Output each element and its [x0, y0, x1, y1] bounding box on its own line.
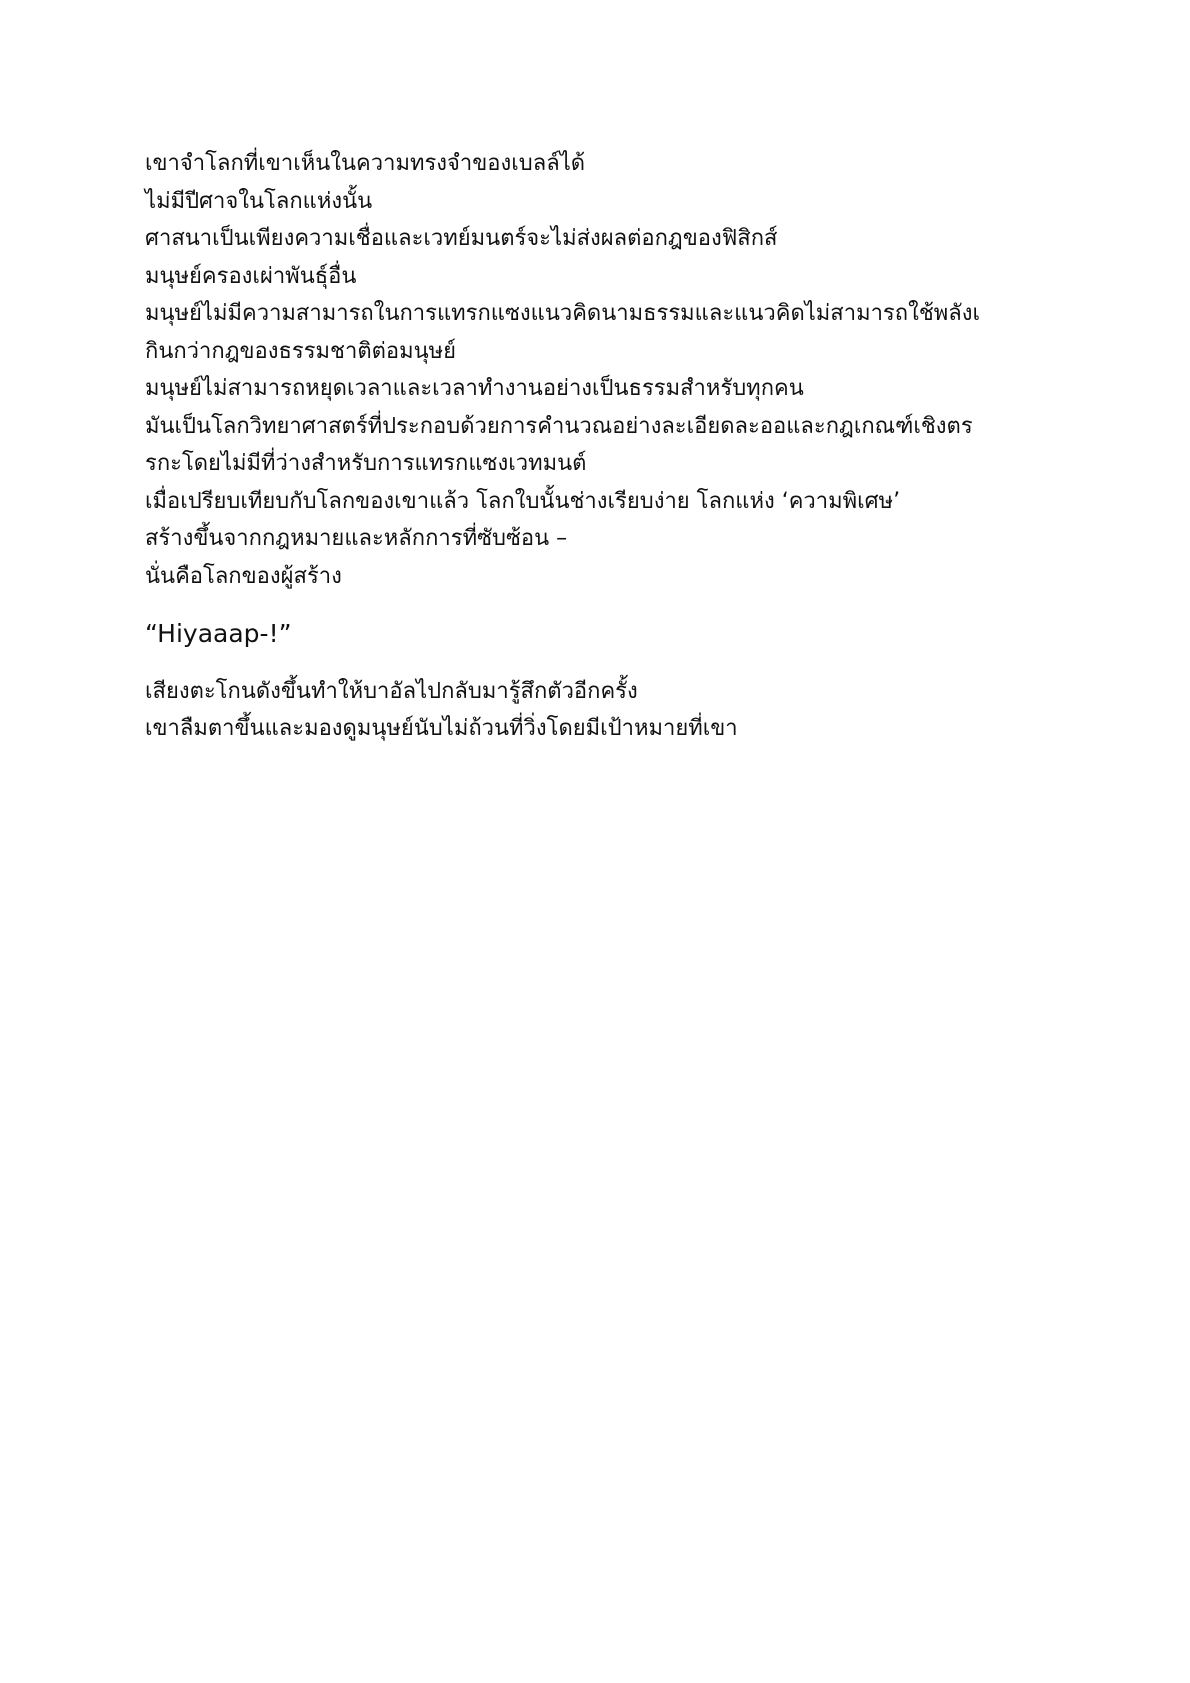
text-line: กินกว่ากฎของธรรมชาติต่อมนุษย์: [145, 338, 457, 364]
text-line: มันเป็นโลกวิทยาศาสตร์ที่ประกอบด้วยการคำนวณอย่างละเอียดละออและกฎเกณฑ์เชิงตร: [145, 413, 973, 439]
text-line: เสียงตะโกนดังขึ้นทำให้บาอัลไปกลับมารู้สึกตัวอีกครั้ง: [145, 678, 638, 704]
paragraph: [145, 673, 1075, 748]
text-line: มนุษย์ครองเผ่าพันธุ์อื่น: [145, 263, 357, 289]
text-line: เขาจำโลกที่เขาเห็นในความทรงจำของเบลล์ได้: [145, 151, 586, 176]
text-line: สร้างขึ้นจากกฎหมายและหลักการที่ซับซ้อน –: [145, 526, 568, 551]
text-line: มนุษย์ไม่มีความสามารถในการแทรกแซงแนวคิดนามธรรมและแนวคิดไม่สามารถใช้พลังเ: [145, 301, 980, 326]
dialogue-line: “Hiyaaap-!”: [145, 619, 292, 648]
text-line: เขาลืมตาขึ้นและมองดูมนุษย์นับไม่ถ้วนที่วิ่งโดยมีเป้าหมายที่เขา: [145, 716, 738, 741]
text-line: ศาสนาเป็นเพียงความเชื่อและเวทย์มนตร์จะไม่ส่งผลต่อกฎของฟิสิกส์: [145, 226, 778, 251]
text-line: นั่นคือโลกของผู้สร้าง: [145, 563, 342, 589]
document-body: [145, 145, 1075, 748]
text-line: รกะโดยไม่มีที่ว่างสำหรับการแทรกแซงเวทมนต์: [145, 451, 587, 476]
text-line: เมื่อเปรียบเทียบกับโลกของเขาแล้ว โลกใบนั้นช่างเรียบง่าย โลกแห่ง ‘ความพิเศษ’: [145, 488, 901, 514]
dialogue-paragraph: [145, 615, 1075, 653]
text-line: มนุษย์ไม่สามารถหยุดเวลาและเวลาทำงานอย่างเป็นธรรมสำหรับทุกคน: [145, 376, 804, 401]
paragraph: [145, 145, 1075, 595]
text-line: ไม่มีปีศาจในโลกแห่งนั้น: [145, 188, 373, 214]
